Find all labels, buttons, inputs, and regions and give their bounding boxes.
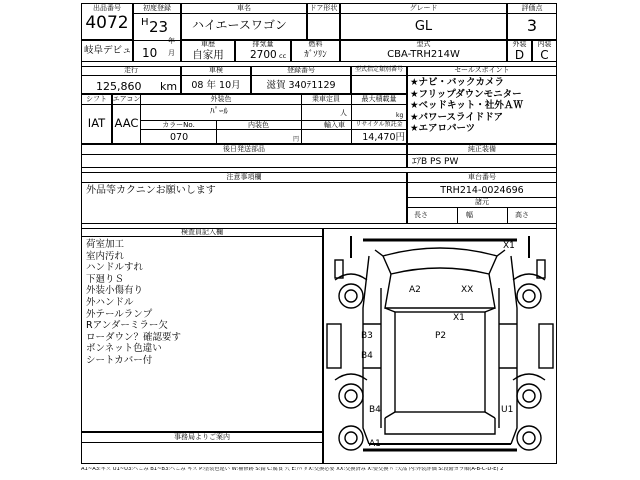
inspector-notes [86,239,316,367]
damage-mark: P2 [435,331,447,341]
height-label: 高さ [515,211,529,219]
sales-label: セールスポイント [454,66,510,74]
inspector-note: 外装小傷有り [86,285,144,297]
damage-mark: A1 [369,439,381,449]
capacity-label: 乗車定員 [312,95,340,103]
damage-mark: B4 [361,351,373,361]
ext-grade-label: 外装 [512,40,527,48]
office-label: 事務局よりご案内 [174,433,230,441]
inspector-note: シートカバー付 [86,354,153,366]
mileage: 125,860 [96,80,142,93]
first-reg-label: 初度登録 [143,4,171,12]
lot-label: 出品番号 [93,4,121,12]
int-grade: C [540,48,549,62]
inspector-note: Rアンダーミラー欠 [86,320,168,332]
genuine-equipment: ｴｱB PS PW [412,157,459,167]
chassis-label: 車台番号 [468,173,496,181]
shift: IAT [87,116,106,130]
inspector-note: 下廻りＳ [86,273,125,285]
inspection: 08 年 10月 [191,80,241,91]
chassis-number: TRH214-0024696 [440,185,524,196]
displacement: 2700 [250,49,277,61]
sales-point: ★エアロパーツ [410,123,476,135]
sales-point: ★ナビ・バックカメラ [410,77,505,88]
lot-number: 4072 [85,13,129,33]
model: CBA-TRH214W [387,49,460,60]
inspector-note: ローダウン？確認要す [86,331,182,343]
inspector-note: ボンネット色違い [86,343,162,355]
color-no-label: カラーNo. [162,121,195,129]
damage-mark: X1 [453,313,465,323]
damage-mark: U1 [501,405,514,415]
ac: AAC [114,116,139,130]
exterior-color: ﾊﾟｰﾙ [210,107,229,117]
sales-point: ★ベッドキット・社外ＡＷ [410,100,523,112]
legend-text: A1~A3:キズ U1~U3:へこみ B1~B3:へこみ キズ P:塗装色違い W:補修跡 S:錆 C:腐食 穴 E:ｱﾊﾞﾀ X:交換必要 XX:交換済み X:要交換 ﾊﾟ:欠品 内:外装評価 S:段階カラ順(A-B-C-D-E) 2 [81,467,504,472]
sales-point: ★パワースライドドア [410,111,503,123]
sales-points-list [410,77,523,135]
shift-label: シフト [86,95,107,103]
import-label: 輸入車 [324,121,345,129]
damage-mark: X1 [503,241,515,251]
recycle-unit: 円 [293,136,300,143]
cc-unit: cc [279,52,287,60]
km-unit: km [160,80,178,93]
damage-mark: A2 [409,285,421,295]
car-name: ハイエースワゴン [192,18,287,32]
first-reg-month: 10 [142,46,158,60]
inspector-note: 室内汚れ [86,250,125,262]
mileage-label: 走行 [124,66,138,74]
length-label: 長さ [414,211,428,219]
car-diagram [323,228,557,464]
damage-mark: XX [461,285,474,295]
year-unit: 年 [168,37,175,45]
score: 3 [526,16,538,35]
dims-label: 諸元 [475,198,489,206]
kg-unit: kg [396,112,404,119]
width-label: 幅 [466,211,473,219]
grade: GL [414,19,433,34]
notes-label: 注意事項欄 [226,173,262,181]
plate-label: 登録番号 [287,66,315,74]
max-load-label: 最大積載量 [361,95,397,103]
plate: 滋賀 340ﾃ1129 [266,80,336,91]
interior-color-label: 内装色 [248,121,269,129]
score-label: 評価点 [521,4,543,12]
damage-mark: B3 [361,331,373,341]
capacity-unit: 人 [340,109,347,117]
notes-text: 外品等カクニンお願いします [86,185,216,196]
inspector-note: 荷室加工 [86,239,125,250]
car-name-label: 車名 [237,4,251,12]
era-prefix: H [141,17,149,28]
color-no: 070 [170,132,189,143]
usage: 自家用 [192,49,224,61]
door-label: ドア形状 [309,4,338,12]
fuel-label: 燃料 [308,40,323,48]
model-label: 型式 [416,40,431,48]
inspector-label: 検査員記入欄 [181,228,223,236]
ac-label: エアコン [112,95,141,103]
fuel: ｶﾞｿﾘﾝ [304,50,327,60]
month-unit: 月 [168,49,175,57]
usage-label: 車歴 [201,40,215,48]
first-reg-year: 23 [149,18,169,36]
inspection-label: 車検 [209,66,223,74]
change-label: 型式指定類別番号 [354,66,403,73]
recycle-label: リサイクル預託金 [355,121,403,128]
displacement-label: 排気量 [252,40,274,48]
grade-label: グレード [409,4,438,12]
inspector-note: 外テールランプ [86,308,153,320]
genuine-label: 純正装備 [468,145,496,153]
ext-grade: D [514,48,525,62]
damage-mark: B4 [369,405,381,415]
exterior-color-label: 外装色 [210,95,232,103]
int-grade-label: 内装 [537,40,552,48]
inspector-note: 外ハンドル [86,296,134,308]
sales-point: ★フリップダウンモニター [410,88,522,100]
inspector-note: ハンドルすれ [86,262,144,274]
recycle-amount: 14,470円 [362,132,405,143]
debut: 岐阜デビュ [84,45,132,56]
aftermarket-label: 後日発送部品 [223,145,265,153]
